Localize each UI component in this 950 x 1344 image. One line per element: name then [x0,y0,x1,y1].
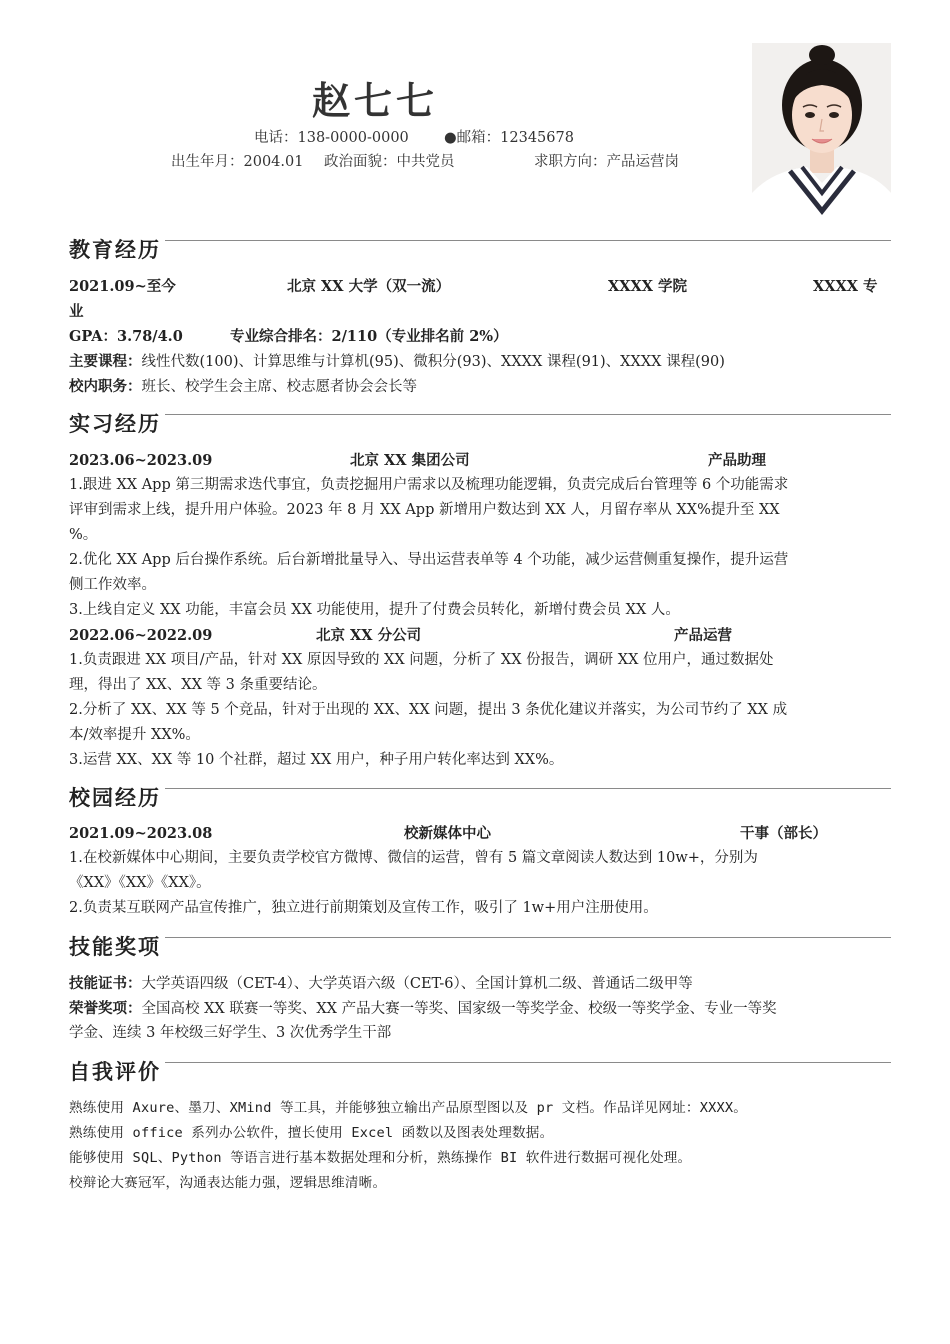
education-major-wrap: 业 [69,303,84,320]
campus-detail: 《XX》《XX》《XX》。 [69,875,211,891]
internship-detail: 评审到需求上线，提升用户体验。2023 年 8 月 XX App 新增用户数达到 XX 人，月留存率从 XX%提升至 XX [69,502,780,518]
internship-company: 北京 XX 分公司 [316,627,422,644]
gpa: GPA：3.78/4.0 [69,328,183,345]
portrait-illustration [752,43,891,219]
education-school: 北京 XX 大学（双一流） [287,278,451,295]
political-status: 政治面貌：中共党员 [324,154,455,170]
internship-detail: 3.运营 XX、XX 等 10 个社群，超过 XX 用户，种子用户转化率达到 XX%。 [69,752,564,768]
internship-detail: 2.分析了 XX、XX 等 5 个竞品，针对于出现的 XX、XX 问题，提出 3 条优化建议并落实，为公司节约了 XX 成 [69,702,788,718]
internship-role: 产品运营 [674,627,732,644]
education-period: 2021.09~至今 [69,278,176,295]
courses-label: 主要课程： [69,353,142,370]
phone: 电话：138-0000-0000 [254,130,409,146]
self-eval-item: 熟练使用 office 系列办公软件，擅长使用 Excel 函数以及图表处理数据。 [69,1125,554,1141]
internship-detail: %。 [69,527,98,543]
honors [69,996,883,1022]
campus-role: 干事（部长） [740,825,827,842]
birth-date: 出生年月：2004.01 [171,154,304,170]
duty-text: 班长、校学生会主席、校志愿者协会会长等 [141,379,417,395]
honor-text: 全国高校 XX 联赛一等奖、XX 产品大赛一等奖、国家级一等奖学金、校级一等奖学金、专业一等奖 [141,1001,777,1017]
internship-detail: 1.跟进 XX App 第三期需求迭代事宜，负责挖掘用户需求以及梳理功能逻辑，负责完成后台管理等 6 个功能需求 [69,477,789,493]
email: ●邮箱：12345678 [444,130,574,146]
candidate-name: 赵七七 [311,78,438,123]
self-eval-item: 校辩论大赛冠军，沟通表达能力强，逻辑思维清晰。 [69,1175,387,1191]
section-divider [165,414,891,415]
section-title-self: 自我评价 [69,1059,161,1084]
courses-text: 线性代数(100)、计算思维与计算机(95)、微积分(93)、XXXX 课程(91)、XXXX 课程(90) [141,354,725,370]
section-title-skills: 技能奖项 [69,934,161,959]
campus-detail: 1.在校新媒体中心期间，主要负责学校官方微博、微信的运营，曾有 5 篇文章阅读人数达到 10w+，分别为 [69,850,758,866]
internship-detail: 侧工作效率。 [69,577,156,593]
section-divider [165,240,891,241]
internship-role: 产品助理 [708,452,766,469]
cert-label: 技能证书： [69,975,142,992]
duty-label: 校内职务： [69,378,142,395]
main-courses [69,349,883,375]
job-intention: 求职方向：产品运营岗 [534,154,679,170]
internship-detail: 本/效率提升 XX%。 [69,727,200,743]
profile-photo [752,43,891,219]
honors-wrap: 学金、连续 3 年校级三好学生、3 次优秀学生干部 [69,1025,392,1041]
section-title-campus: 校园经历 [69,785,161,810]
honor-label: 荣誉奖项： [69,1000,142,1017]
section-divider [165,937,891,938]
internship-period: 2023.06~2023.09 [69,452,213,469]
internship-period: 2022.06~2022.09 [69,627,213,644]
campus-duty [69,374,883,400]
skill-certificates [69,971,883,997]
section-divider [165,788,891,789]
education-college: XXXX 学院 [608,278,688,295]
education-major: XXXX 专 [813,278,878,295]
internship-detail: 3.上线自定义 XX 功能，丰富会员 XX 功能使用，提升了付费会员转化，新增付费会员 XX 人。 [69,602,680,618]
self-eval-item: 能够使用 SQL、Python 等语言进行基本数据处理和分析，熟练操作 BI 软件进行数据可视化处理。 [69,1150,692,1166]
campus-detail: 2.负责某互联网产品宣传推广，独立进行前期策划及宣传工作，吸引了 1w+用户注册使用。 [69,900,658,916]
cert-text: 大学英语四级（CET-4）、大学英语六级（CET-6）、全国计算机二级、普通话二级甲等 [141,976,693,992]
section-divider [165,1062,891,1063]
campus-org: 校新媒体中心 [404,825,491,842]
internship-detail: 理，得出了 XX、XX 等 3 条重要结论。 [69,677,327,693]
campus-period: 2021.09~2023.08 [69,825,213,842]
section-title-education: 教育经历 [69,237,161,262]
internship-detail: 1.负责跟进 XX 项目/产品，针对 XX 原因导致的 XX 问题，分析了 XX 份报告，调研 XX 位用户，通过数据处 [69,652,774,668]
section-title-internship: 实习经历 [69,411,161,436]
self-eval-item: 熟练使用 Axure、墨刀、XMind 等工具，并能够独立输出产品原型图以及 pr 文档。作品详见网址：XXXX。 [69,1100,748,1116]
internship-company: 北京 XX 集团公司 [350,452,470,469]
major-rank: 专业综合排名：2/110（专业排名前 2%） [230,328,508,345]
internship-detail: 2.优化 XX App 后台操作系统。后台新增批量导入、导出运营表单等 4 个功能，减少运营侧重复操作，提升运营 [69,552,789,568]
